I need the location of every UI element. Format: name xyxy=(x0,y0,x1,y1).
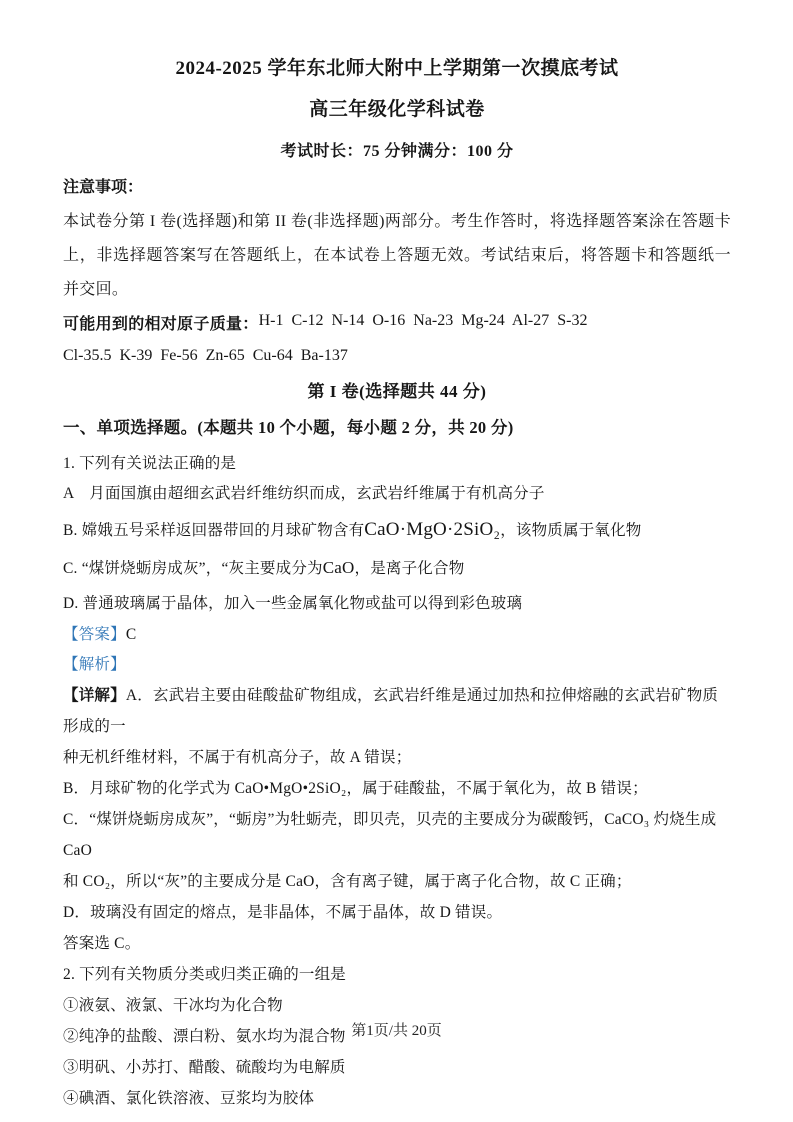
q2-stem: 2. 下列有关物质分类或归类正确的一组是 xyxy=(63,966,347,983)
q1-detail-text: A．玄武岩主要由硅酸盐矿物组成，玄武岩纤维是通过加热和拉伸熔融的玄武岩矿物质形成的一 xyxy=(63,687,719,735)
notice-line: 上，非选择题答案写在答题纸上，在本试卷上答题无效。考试结束后，将答题卡和答题纸一 xyxy=(63,247,731,264)
q1-stem: 1. 下列有关说法正确的是 xyxy=(63,455,237,472)
q1-detail-line: B．月球矿物的化学式为 CaO•MgO•2SiO₂，属于硅酸盐，不属于氧化为，故 B 错误； xyxy=(63,780,648,797)
q1-option-b-text: ，该物质属于氧化物 xyxy=(500,522,642,539)
q1-option-b-text: B. 嫦娥五号采样返回器带回的月球矿物含有 xyxy=(63,522,365,539)
mcq-section-heading: 一、单项选择题。(本题共 10 个小题，每小题 2 分，共 20 分) xyxy=(63,418,514,437)
q1-detail-line: C．“煤饼烧蛎房成灰”，“蛎房”为牡蛎壳，即贝壳，贝壳的主要成分为碳酸钙，CaCO₃ 灼烧生成 CaO xyxy=(63,811,717,859)
q1-detail-conclusion: 答案选 C。 xyxy=(63,935,141,952)
q1-option-c-text: ，是离子化合物 xyxy=(354,560,465,577)
q1-option-c xyxy=(63,553,731,588)
notice-line: 并交回。 xyxy=(63,281,129,298)
page-footer: 第1页/共 20页 xyxy=(351,1023,442,1039)
q1-option-b xyxy=(63,510,731,552)
atomic-masses-label: 可能用到的相对原子质量： xyxy=(63,316,259,333)
q1-option-d: D. 普通玻璃属于晶体，加入一些金属氧化物或盐可以得到彩色玻璃 xyxy=(63,595,523,612)
q1-answer-line xyxy=(63,620,731,650)
q1-option-b-formula: CaO·MgO·2SiO₂ xyxy=(364,519,501,540)
q1-detail-line: 和 CO₂，所以“灰”的主要成分是 CaO，含有离子键，属于离子化合物，故 C 正确； xyxy=(63,873,632,890)
q1-analysis-line xyxy=(63,650,731,680)
page-title-line1: 2024-2025 学年东北师大附中上学期第一次摸底考试 xyxy=(175,58,619,79)
q1-detail-explanation xyxy=(63,680,731,959)
atomic-masses-values-1: H-1 C-12 N-14 O-16 Na-23 Mg-24 Al-27 S-32 xyxy=(258,312,588,329)
answer-label: 【答案】 xyxy=(63,626,126,643)
q1-detail-line xyxy=(63,680,731,742)
notice-line: 本试卷分第 I 卷(选择题)和第 II 卷(非选择题)两部分。考生作答时，将选择题答案涂在答题卡 xyxy=(63,213,731,230)
q1-option-c-formula: CaO xyxy=(322,558,355,577)
q2-item: ③明矾、小苏打、醋酸、硫酸均为电解质 xyxy=(63,1059,346,1076)
exam-duration-score: 考试时长：75 分钟满分：100 分 xyxy=(280,143,514,160)
atomic-masses-block xyxy=(63,309,731,371)
analysis-label: 【解析】 xyxy=(63,656,126,673)
q2-item: ①液氨、液氯、干冰均为化合物 xyxy=(63,997,283,1014)
q1-detail-line: 种无机纤维材料，不属于有机高分子，故 A 错误； xyxy=(63,749,412,766)
q1-option-a: A 月面国旗由超细玄武岩纤维纺织而成，玄武岩纤维属于有机高分子 xyxy=(63,485,545,502)
page-title-line2: 高三年级化学科试卷 xyxy=(309,99,485,120)
atomic-masses-line1 xyxy=(63,309,731,341)
q2-item: ②纯净的盐酸、漂白粉、氨水均为混合物 xyxy=(63,1028,346,1045)
atomic-masses-values-2: Cl-35.5 K-39 Fe-56 Zn-65 Cu-64 Ba-137 xyxy=(63,347,348,364)
q1-detail-line: D．玻璃没有固定的熔点，是非晶体，不属于晶体，故 D 错误。 xyxy=(63,904,503,921)
q2-item: ④碘酒、氯化铁溶液、豆浆均为胶体 xyxy=(63,1090,315,1107)
q1-option-c-text: C. “煤饼烧蛎房成灰”，“灰主要成分为 xyxy=(63,560,323,577)
question-1 xyxy=(63,449,731,959)
section1-title: 第 I 卷(选择题共 44 分) xyxy=(307,382,487,401)
notice-heading: 注意事项： xyxy=(63,179,144,196)
q1-answer-value: C xyxy=(125,626,137,643)
detail-label: 【详解】 xyxy=(63,687,126,704)
notice-paragraph xyxy=(63,205,731,307)
